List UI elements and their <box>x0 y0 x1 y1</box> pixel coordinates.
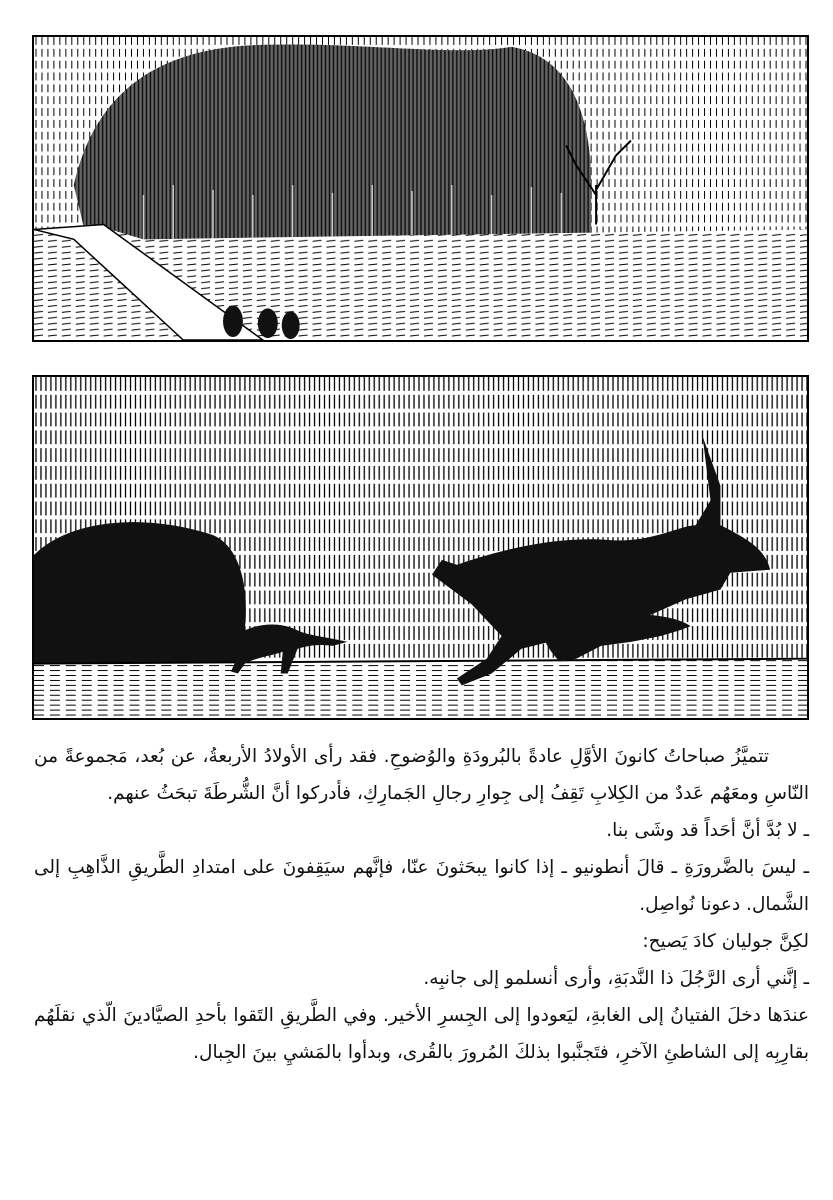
story-text <box>34 738 809 1071</box>
running-dogs-illustration <box>32 375 809 720</box>
paragraph-6: عندَها دخلَ الفتيانُ إلى الغابةِ، ليَعودوا إلى الجِسرِ الأخير. وفي الطَّريقِ التَقوا بأحدِ الصيَّادينَ الّذي نقلَهُم بقارِبِه إلى الشاطئِ الآخرِ، فتَجنَّبوا بذلكَ المُرورَ بالقُرى، وبدأوا بالمَشيِ بينَ الجِبال. <box>34 1005 809 1063</box>
paragraph-5: ـ إنَّني أرى الرَّجُلَ ذا النَّدبَةِ، وأرى أنسلمو إلى جانبِه. <box>423 968 809 989</box>
paragraph-2: ـ لا بُدَّ أنَّ أحَداً قد وشَى بنا. <box>606 820 809 841</box>
paragraph-3: ـ ليسَ بالضَّرورَةِ ـ قالَ أنطونيو ـ إذا كانوا يبحَثونَ عنّا، فإنَّهم سيَقِفونَ على امتدادِ الطَّريقِ الذَّاهِبِ إلى الشَّمال. دعونا نُواصِل. <box>34 857 809 915</box>
forest-road-illustration <box>32 35 809 342</box>
paragraph-4: لكِنَّ جوليان كادَ يَصيح: <box>642 931 809 952</box>
paragraph-1: تتميَّزُ صباحاتُ كانونَ الأوَّلِ عادةً بالبُرودَةِ والوُضوحِ. فقد رأى الأولادُ الأربعةُ، عن بُعد، مَجموعةً من النّاسِ ومعَهُم عَددٌ من الكِلابِ تَقِفُ إلى جِوارِ رجالِ الجَمارِكِ، فأدركوا أنَّ الشُّرطَةَ تبحَثُ عنهم. <box>34 746 809 804</box>
